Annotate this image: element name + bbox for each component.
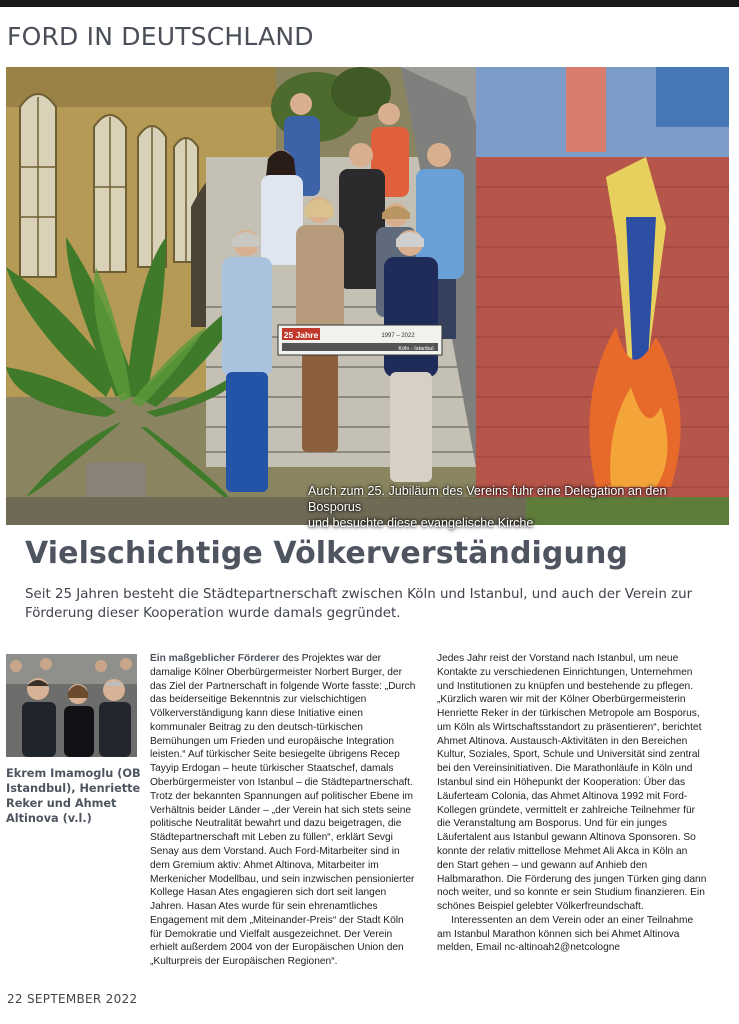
hero-caption-line2: und besuchte diese evangelische Kirche xyxy=(308,516,534,530)
banner-years-text: 1997 – 2022 xyxy=(381,333,415,339)
article-headline: Vielschichtige Völkerverständigung xyxy=(25,536,628,571)
column-2-paragraph-1: Jedes Jahr reist der Vorstand nach Istanbul, um neue Kontakte zu verschiedenen Einrichtungen, Unternehmen und Institutionen zu knüpfen und bestehende zu pflegen. „Kürzlich waren wir mit der Kölner Oberbürgermeisterin Henriette Reker in der türkischen Metropole am Bosporus, um Köln als Wirtschaftsstandort zu präsentieren“, berichtet Ahmet Altinova. Austausch-Aktivitäten in den Bereichen Kultur, Soziales, Sport, Schule und Universität sind zentral bei den Vereinsinitiativen. Die Marathonläufe in Köln und Istanbul sind ein Höhepunkt der Kooperation: Über das Läuferteam Colonia, das Ahmet Altinova 1992 mit Ford-Kollegen gründete, vermittelt er zahlreiche Teilnehmer für die Veranstaltung am Bosporus. Und für ein junges Läufertalent aus Istanbul gewann Altinova Sponsoren. So konnte der relativ mittellose Mehmet Ali Akca in Köln an den Start gehen – und gewann auf Anhieb den Halbmarathon. Die Förderung des jungen Türken ging dann noch weiter, und so konnte er sein Studium finanzieren. Ein schönes Beispiel gelebter Völkerfreundschaft. xyxy=(437,653,707,913)
top-rule xyxy=(0,0,739,7)
issue-date: SEPTEMBER 2022 xyxy=(27,992,138,1006)
section-title: FORD IN DEUTSCHLAND xyxy=(7,22,314,51)
hero-photo xyxy=(6,67,729,525)
sidebar-photo-illustration xyxy=(6,654,137,757)
banner-badge-text: 25 Jahre xyxy=(283,330,319,340)
sidebar-caption: Ekrem Imamoglu (OB Istandbul), Henriette Reker und Ahmet Altinova (v.l.) xyxy=(6,767,141,825)
page-footer xyxy=(7,992,137,1006)
hero-photo-illustration xyxy=(6,67,729,525)
hero-caption-line1: Auch zum 25. Jubiläum des Vereins fuhr eine Delegation an den Bosporus xyxy=(308,484,667,514)
article-column-2 xyxy=(437,652,707,955)
article-lead-in: Ein maßgeblicher Förderer xyxy=(150,653,280,664)
banner-city-text: Köln - Istanbul xyxy=(398,346,434,352)
column-2-paragraph-2: Interessenten an dem Verein oder an einer Teilnahme am Istanbul Marathon können sich bei Ahmet Altinova melden, Email nc-altinoah2@netcologne xyxy=(437,914,694,954)
column-1-paragraph xyxy=(150,652,418,969)
page-number: 22 xyxy=(7,992,23,1006)
column-1-text: des Projektes war der damalige Kölner Oberbürgermeister Norbert Burger, der das Ziel der Partnerschaft in folgende Worte fasste: „Durch das beiderseitige Bekenntnis zur vielschichtigen Völkerverständigung kann diese Initiative einen kommunaler Beitrag zu den deutsch-türkischen Bemühungen um Frieden und europäische Integration leisten.“ Auf türkischer Seite besiegelte übrigens Recep Tayyip Erdogan – heute türkischer Staatschef, damals Oberbürgermeister von Istanbul – die Städtepartnerschaft. Trotz der bekannten Spannungen auf politischer Ebene im Verhältnis beider Länder – „der Verein hat sich stets seine politische Neutralität bewahrt und dazu beigetragen, die Städtepartnerschaft mit Leben zu füllen“, erklärt Sevgi Senay aus dem Vorstand. Auch Ford-Mitarbeiter sind in dem Gremium aktiv: Ahmet Altinova, Mitarbeiter im Merkenicher Modellbau, und sein inzwischen pensionierter Kollege Hasan Ates engagieren sich dort seit langen Jahren. Hasan Ates wurde für sein ehrenamtliches Engagement mit dem „Miteinander-Preis“ der Stadt Köln für Demokratie und Vielfalt ausgezeichnet. Der Verein erhielt außerdem 2004 von der Europäischen Union den „Kulturpreis der Europäischen Regionen“. xyxy=(150,653,416,968)
article-deck: Seit 25 Jahren besteht die Städtepartnerschaft zwischen Köln und Istanbul, und auch der Verein zur Förderung dieser Kooperation wurde damals gegründet. xyxy=(25,587,693,621)
hero-caption xyxy=(308,483,718,531)
article-column-1 xyxy=(150,652,418,969)
sidebar-photo xyxy=(6,654,137,757)
